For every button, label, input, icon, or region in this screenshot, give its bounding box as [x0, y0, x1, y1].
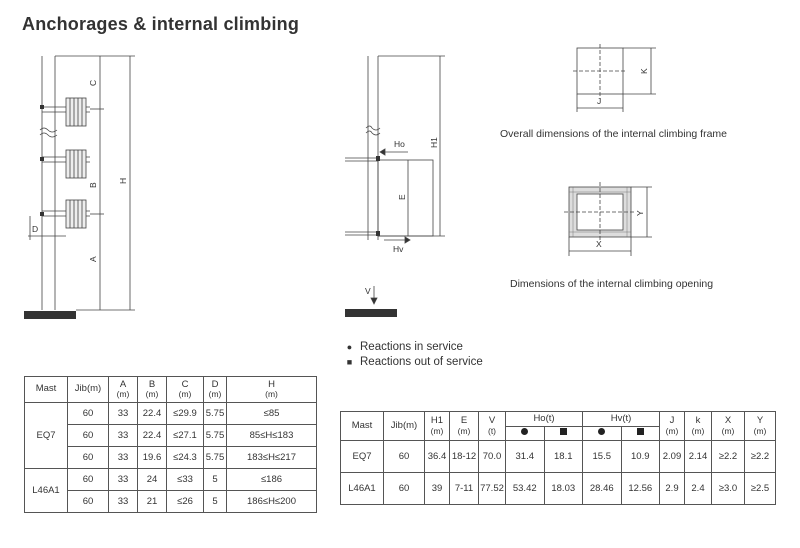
dot-icon: ●	[346, 342, 353, 352]
page-title: Anchorages & internal climbing	[22, 14, 300, 34]
label-k: K	[639, 68, 649, 74]
label-ho: Ho	[394, 139, 405, 149]
table-row: 60 33 22.4 ≤27.1 5.75 85≤H≤183	[25, 425, 317, 447]
label-d: D	[32, 224, 39, 234]
anchorage-table: Mast Jib(m) A (m) B (m) C (m) D (m) H (m) EQ7 60 33 22.4 ≤29.9 5.75 ≤85 60 33 22.4 ≤27.1 5.75 85≤H≤183 60 33 19.6 ≤24.3 5.75 183≤H≤217 L46A1 60 33 24 ≤33 5 ≤186 60 33 21 ≤26 5 186≤H≤200	[24, 376, 317, 513]
label-a: A	[88, 256, 98, 262]
label-e: E	[397, 194, 407, 200]
anchor-frame-1	[40, 98, 90, 126]
legend-out-service: ■ Reactions out of service	[346, 356, 483, 368]
internal-climbing-diagram	[345, 56, 445, 317]
legend-in-service: ● Reactions in service	[346, 341, 463, 353]
table-row: 60 33 21 ≤26 5 186≤H≤200	[25, 491, 317, 513]
label-h1: H1	[429, 137, 439, 148]
square-icon: ■	[346, 357, 353, 367]
anchor-frame-3	[40, 200, 90, 228]
frame-caption: Overall dimensions of the internal climbing frame	[500, 128, 728, 140]
label-j: J	[597, 96, 602, 106]
label-y: Y	[635, 210, 645, 216]
anchorage-diagram	[24, 56, 135, 319]
table-row: L46A1 60 39 7-11 77.52 53.42 18.03 28.46 12.56 2.9 2.4 ≥3.0 ≥2.5	[341, 473, 776, 505]
dot-icon	[598, 428, 605, 435]
label-c: C	[88, 79, 98, 86]
label-v: V	[365, 286, 371, 296]
table-row: L46A1 60 33 24 ≤33 5 ≤186	[25, 469, 317, 491]
anchor-frame-2	[40, 150, 90, 178]
opening-caption: Dimensions of the internal climbing opening	[510, 278, 714, 290]
opening-diagram	[564, 182, 652, 256]
square-icon	[560, 428, 567, 435]
label-hv: Hv	[393, 244, 404, 254]
table-row: 60 33 19.6 ≤24.3 5.75 183≤H≤217	[25, 447, 317, 469]
reactions-table: Mast Jib(m) H1 (m) E (m) V (t) Ho(t) Hv(t) J (m) k (m) X (m) Y (m) EQ7 60 36.4 18-12 70.0 31.4 18.1 15.5 10.9 2.09 2.14 ≥2.2 ≥2.2 L46A1 60 39 7-11 77.52 53.42 18.03 28.46 12.56 2.9 2.4 ≥3.0 ≥2.5	[340, 411, 776, 505]
table-row: EQ7 60 36.4 18-12 70.0 31.4 18.1 15.5 10.9 2.09 2.14 ≥2.2 ≥2.2	[341, 441, 776, 473]
table-row: EQ7 60 33 22.4 ≤29.9 5.75 ≤85	[25, 403, 317, 425]
label-h: H	[118, 177, 128, 184]
label-b: B	[88, 182, 98, 188]
dot-icon	[521, 428, 528, 435]
label-x: X	[596, 239, 602, 249]
frame-diagram	[573, 44, 656, 112]
square-icon	[637, 428, 644, 435]
